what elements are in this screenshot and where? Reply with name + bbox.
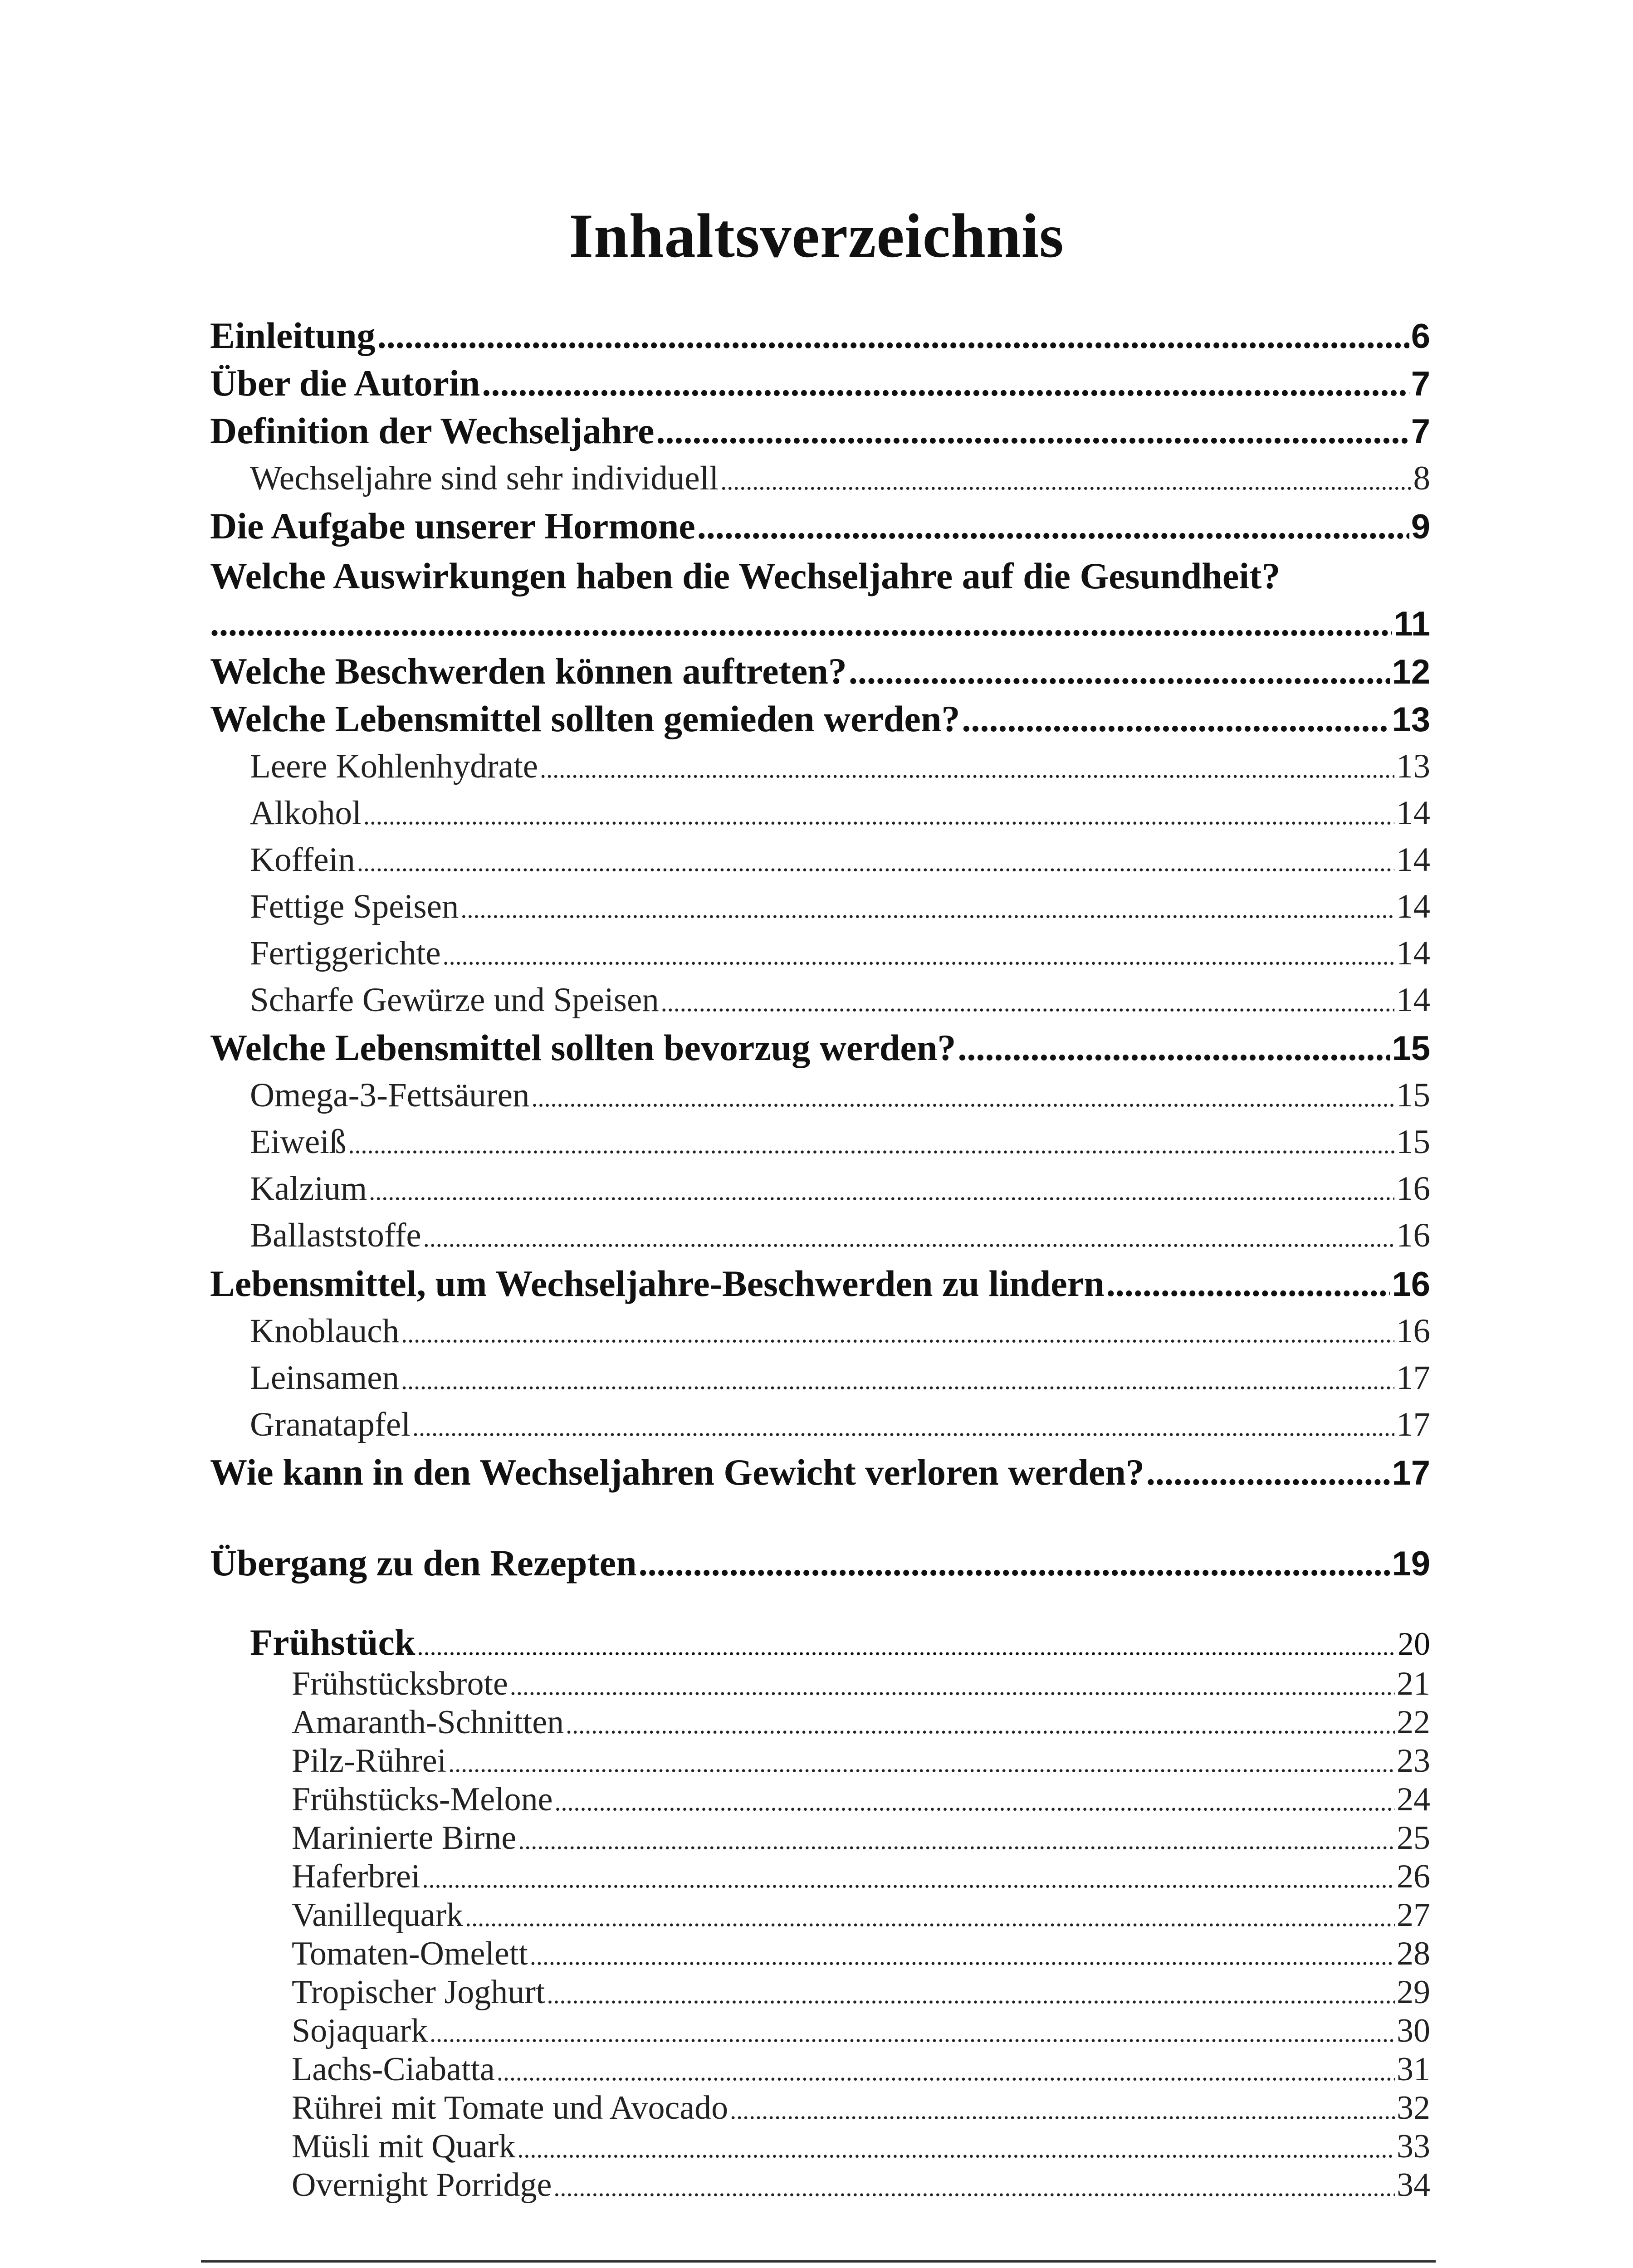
toc-entry-label: Lebensmittel, um Wechseljahre-Beschwerden zu lindern <box>210 1263 1105 1304</box>
toc-subentry[interactable] <box>250 1119 1430 1168</box>
toc-entry-page: 26 <box>1397 1858 1430 1895</box>
dot-leader <box>430 2014 1395 2053</box>
dot-leader <box>639 1541 1390 1586</box>
toc-entry[interactable] <box>210 649 1430 695</box>
toc-entry-label: Definition der Wechseljahre <box>210 410 655 451</box>
dot-leader <box>401 1358 1394 1403</box>
toc-recipe-entry[interactable] <box>292 1973 1430 2014</box>
toc-entry-label: Omega-3-Fettsäuren <box>250 1076 530 1114</box>
toc-entry-label: Granatapfel <box>250 1406 411 1443</box>
toc-entry[interactable] <box>210 408 1430 455</box>
toc-recipe-entry[interactable] <box>292 2089 1430 2130</box>
toc-entry[interactable] <box>210 503 1430 550</box>
toc-subentry[interactable] <box>250 1623 1430 1666</box>
toc-entry-label: Müsli mit Quark <box>292 2128 516 2165</box>
toc-entry-page: 28 <box>1397 1935 1430 1972</box>
toc-entry-page: 27 <box>1397 1897 1430 1934</box>
dot-leader <box>497 2053 1395 2091</box>
toc-entry-label: Tropischer Joghurt <box>292 1974 545 2011</box>
toc-recipe-entry[interactable] <box>292 1819 1430 1860</box>
dot-leader <box>465 1899 1395 1937</box>
toc-recipe-entry[interactable] <box>292 1703 1430 1744</box>
toc-entry-label: Lachs-Ciabatta <box>292 2051 495 2088</box>
dot-leader <box>849 649 1390 694</box>
toc-entry-page: 33 <box>1397 2128 1430 2165</box>
toc-entry[interactable] <box>210 1540 1430 1587</box>
dot-leader <box>517 2130 1395 2168</box>
toc-entry-label: Leere Kohlenhydrate <box>250 748 538 785</box>
toc-entry-page: 8 <box>1413 459 1430 497</box>
dot-leader <box>401 1311 1394 1357</box>
dot-leader <box>730 2092 1395 2130</box>
toc-entry[interactable] <box>210 313 1430 359</box>
toc-entry-label: Welche Beschwerden können auftreten? <box>210 650 847 692</box>
toc-recipe-entry[interactable] <box>292 2050 1430 2091</box>
dot-leader <box>363 793 1394 839</box>
dot-leader <box>540 747 1394 792</box>
toc-entry-page: 30 <box>1397 2012 1430 2049</box>
toc-entry-label: Welche Lebensmittel sollten bevorzug werden? <box>210 1027 956 1068</box>
dot-leader <box>1146 1450 1390 1496</box>
dot-leader <box>530 1937 1395 1975</box>
toc-entry-label: Die Aufgabe unserer Hormone <box>210 505 695 547</box>
toc-entry-label: Frühstücksbrote <box>292 1665 508 1702</box>
dot-leader <box>962 697 1390 742</box>
toc-entry-page: 16 <box>1396 1170 1430 1207</box>
toc-recipe-entry[interactable] <box>292 1935 1430 1975</box>
toc-entry-page: 12 <box>1392 653 1430 691</box>
toc-subentry[interactable] <box>250 744 1430 792</box>
toc-entry-label: Leinsamen <box>250 1359 400 1397</box>
toc-entry-label: Vanillequark <box>292 1897 464 1934</box>
toc-entry-label: Sojaquark <box>292 2012 428 2049</box>
toc-entry-page: 31 <box>1397 2051 1430 2088</box>
toc-entry-label: Fertiggerichte <box>250 934 441 972</box>
toc-subentry[interactable] <box>250 1309 1430 1357</box>
toc-entry-page: 16 <box>1396 1312 1430 1350</box>
dot-leader <box>566 1706 1395 1744</box>
toc-subentry[interactable] <box>250 1073 1430 1121</box>
toc-entry-page: 14 <box>1396 981 1430 1019</box>
dot-leader <box>531 1075 1394 1121</box>
footer-rule <box>201 2260 1436 2263</box>
toc-entry-page: 15 <box>1396 1076 1430 1114</box>
toc-entry-page: 14 <box>1396 934 1430 972</box>
toc-entry[interactable] <box>210 1261 1430 1307</box>
toc-recipe-entry[interactable] <box>292 2012 1430 2053</box>
toc-entry-label: Scharfe Gewürze und Speisen <box>250 981 659 1019</box>
toc-entry-page: 13 <box>1396 748 1430 785</box>
dot-leader <box>720 459 1411 504</box>
toc-subentry[interactable] <box>250 791 1430 839</box>
dot-leader <box>697 504 1409 549</box>
dot-leader <box>1106 1261 1390 1307</box>
toc-subentry[interactable] <box>250 978 1430 1026</box>
toc-entry-label: Pilz-Rührei <box>292 1742 447 1779</box>
toc-subentry[interactable] <box>250 1166 1430 1214</box>
toc-recipe-entry[interactable] <box>292 1896 1430 1937</box>
toc-subentry[interactable] <box>250 1402 1430 1450</box>
toc-entry-label: Über die Autorin <box>210 362 480 404</box>
dot-leader <box>443 934 1394 979</box>
toc-entry-page: 17 <box>1392 1454 1430 1492</box>
toc-entry[interactable] <box>210 1450 1430 1496</box>
toc-entry-label: Amaranth-Schnitten <box>292 1704 564 1741</box>
toc-entry-label: Kalzium <box>250 1170 367 1207</box>
dot-leader <box>412 1405 1394 1450</box>
toc-subentry[interactable] <box>250 931 1430 979</box>
toc-entry-page: 11 <box>1393 605 1430 643</box>
dot-leader <box>357 840 1394 885</box>
toc-entry-label: Wechseljahre sind sehr individuell <box>250 459 719 497</box>
dot-leader <box>555 1783 1395 1821</box>
toc-entry-page: 15 <box>1396 1123 1430 1161</box>
toc-entry-page: 22 <box>1397 1704 1430 1741</box>
toc-entry-page: 19 <box>1392 1545 1430 1583</box>
dot-leader <box>460 887 1394 932</box>
toc-recipe-entry[interactable] <box>292 1665 1430 1706</box>
toc-subentry[interactable] <box>250 1213 1430 1261</box>
toc-entry-page: 34 <box>1397 2166 1430 2204</box>
toc-entry[interactable] <box>210 1025 1430 1071</box>
toc-recipe-entry[interactable] <box>292 1857 1430 1898</box>
toc-subentry[interactable] <box>250 837 1430 885</box>
dot-leader <box>661 980 1394 1026</box>
toc-entry-page: 7 <box>1411 365 1430 403</box>
toc-entry-page: 25 <box>1397 1819 1430 1857</box>
dot-leader <box>423 1216 1394 1261</box>
toc-entry-page: 17 <box>1396 1406 1430 1443</box>
toc-entry-page: 14 <box>1396 888 1430 925</box>
toc-entry-label: Tomaten-Omelett <box>292 1935 528 1972</box>
toc-entry-page: 14 <box>1396 841 1430 879</box>
toc-subentry[interactable] <box>250 1355 1430 1403</box>
toc-entry-label: Overnight Porridge <box>292 2166 552 2204</box>
toc-entry-label: Koffein <box>250 841 355 879</box>
toc-entry-page: 16 <box>1396 1217 1430 1254</box>
toc-entry-page: 32 <box>1397 2089 1430 2126</box>
dot-leader <box>958 1026 1390 1071</box>
toc-entry-page: 29 <box>1397 1974 1430 2011</box>
toc-entry-label: Welche Lebensmittel sollten gemieden werden? <box>210 698 960 739</box>
toc-entry-label: Eiweiß <box>250 1123 347 1161</box>
dot-leader <box>482 361 1409 406</box>
toc-entry-label: Ballaststoffe <box>250 1217 421 1254</box>
dot-leader <box>656 409 1409 454</box>
toc-entry-page: 24 <box>1397 1781 1430 1818</box>
toc-entry-label: Rührei mit Tomate und Avocado <box>292 2089 728 2126</box>
toc-entry-label: Fettige Speisen <box>250 888 459 925</box>
dot-leader <box>377 313 1409 359</box>
toc-entry-label: Übergang zu den Rezepten <box>210 1542 637 1584</box>
toc-entry-label: Haferbrei <box>292 1858 420 1895</box>
toc-entry-label: Einleitung <box>210 315 376 356</box>
toc-subentry[interactable] <box>250 884 1430 932</box>
page-title: Inhaltsverzeichnis <box>569 201 1064 270</box>
toc-recipe-entry[interactable] <box>292 2127 1430 2168</box>
dot-leader <box>369 1169 1394 1214</box>
dot-leader <box>422 1860 1395 1898</box>
dot-leader <box>348 1122 1394 1168</box>
toc-entry-label: Knoblauch <box>250 1312 400 1350</box>
toc-entry-label: Marinierte Birne <box>292 1819 517 1857</box>
toc-entry-label: Frühstück <box>250 1622 416 1663</box>
toc-entry-page: 7 <box>1411 412 1430 451</box>
dot-leader <box>210 601 1392 646</box>
toc-entry-page: 6 <box>1411 317 1430 356</box>
toc-entry-page: 20 <box>1398 1626 1430 1662</box>
toc-entry-label: Alkohol <box>250 794 362 832</box>
toc-subentry[interactable] <box>250 456 1430 504</box>
toc-entry-page: 13 <box>1392 700 1430 739</box>
dot-leader <box>417 1627 1396 1666</box>
dot-leader <box>547 1976 1395 2014</box>
toc-entry-page: 9 <box>1411 508 1430 546</box>
toc-entry-label: Wie kann in den Wechseljahren Gewicht verloren werden? <box>210 1452 1144 1493</box>
toc-entry-label-line1[interactable]: Welche Auswirkungen haben die Wechseljahre auf die Gesundheit? <box>210 555 1281 596</box>
toc-entry-page: 21 <box>1397 1665 1430 1702</box>
toc-entry-page: 14 <box>1396 794 1430 832</box>
toc-recipe-entry[interactable] <box>292 1780 1430 1821</box>
dot-leader <box>510 1667 1395 1706</box>
toc-recipe-entry[interactable] <box>292 1742 1430 1783</box>
dot-leader <box>518 1822 1395 1860</box>
toc-entry[interactable] <box>210 361 1430 407</box>
dot-leader <box>448 1745 1395 1783</box>
toc-entry-label: Frühstücks-Melone <box>292 1781 553 1818</box>
toc-entry-page: 15 <box>1392 1029 1430 1068</box>
toc-entry-continuation[interactable] <box>210 601 1430 647</box>
toc-entry-page: 17 <box>1396 1359 1430 1397</box>
toc-entry-page: 16 <box>1392 1265 1430 1304</box>
toc-entry[interactable] <box>210 696 1430 743</box>
dot-leader <box>553 2169 1395 2207</box>
toc-recipe-entry[interactable] <box>292 2166 1430 2207</box>
toc-entry-page: 23 <box>1397 1742 1430 1779</box>
